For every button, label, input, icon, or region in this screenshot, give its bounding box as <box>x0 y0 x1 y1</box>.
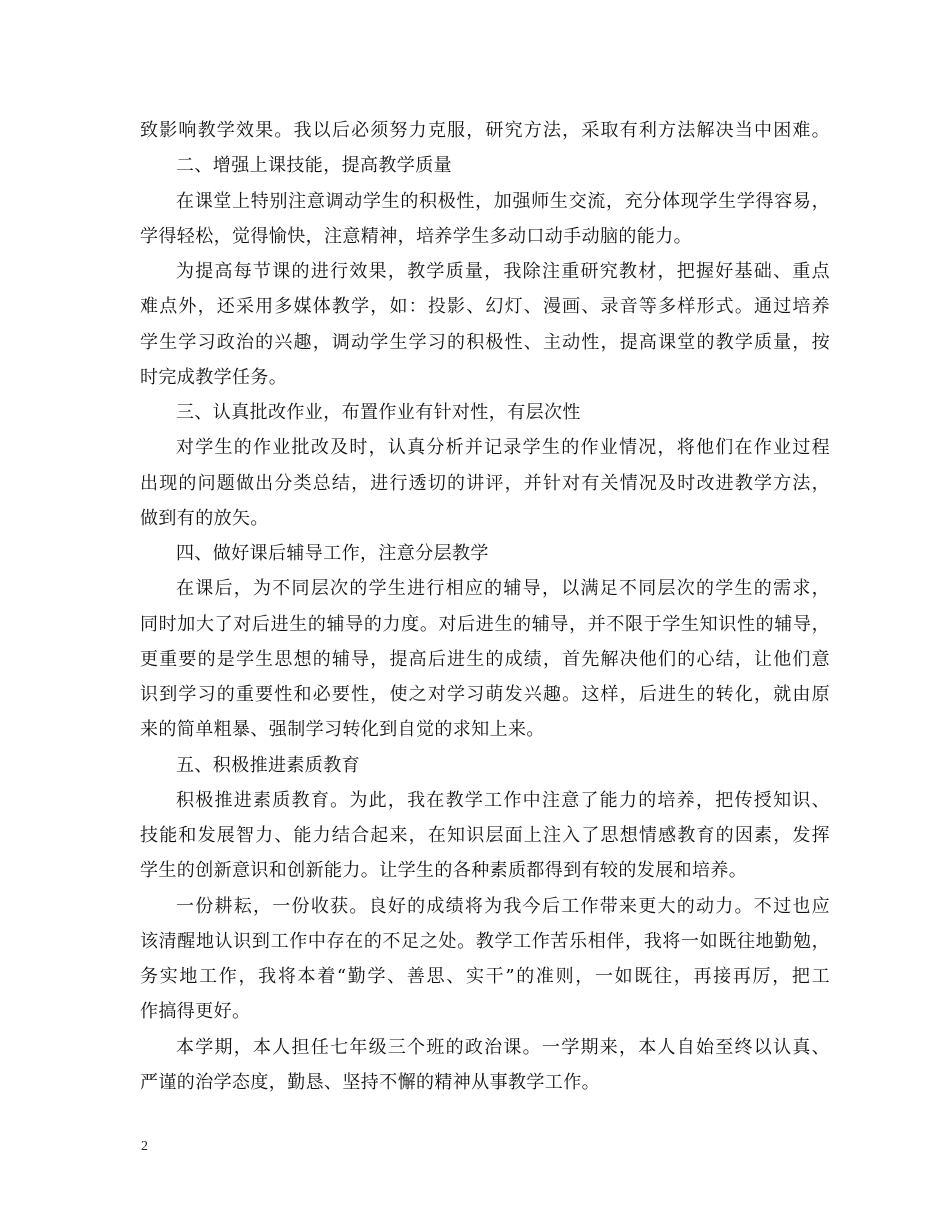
text-line: 一份耕耘，一份收获。良好的成绩将为我今后工作带来更大的动力。不过也应 <box>176 895 830 917</box>
text-line: 积极推进素质教育。为此，我在教学工作中注意了能力的培养，把传授知识、 <box>176 789 830 811</box>
page-number: 2 <box>141 1139 148 1154</box>
text-line: 对学生的作业批改及时，认真分析并记录学生的作业情况，将他们在作业过程 <box>176 437 830 459</box>
text-line: 致影响教学效果。我以后必须努力克服，研究方法，采取有利方法解决当中困难。 <box>140 120 830 141</box>
text-line: 技能和发展智力、能力结合起来，在知识层面上注入了思想情感教育的因素，发挥 <box>140 825 830 846</box>
text-line: 本学期，本人担任七年级三个班的政治课。一学期来，本人自始至终以认真、 <box>176 1036 830 1058</box>
section-heading: 三、认真批改作业，布置作业有针对性，有层次性 <box>176 402 581 423</box>
section-heading: 五、积极推进素质教育 <box>176 754 360 776</box>
text-line: 同时加大了对后进生的辅导的力度。对后进生的辅导，并不限于学生知识性的辅导， <box>140 613 830 635</box>
text-line: 务实地工作，我将本着“勤学、善思、实干”的准则，一如既往，再接再厉，把工 <box>140 966 830 987</box>
section-heading: 四、做好课后辅导工作，注意分层教学 <box>176 543 489 564</box>
text-line: 严谨的治学态度，勤恳、坚持不懈的精神从事教学工作。 <box>140 1071 600 1093</box>
text-line: 更重要的是学生思想的辅导，提高后进生的成绩，首先解决他们的心结，让他们意 <box>140 648 830 670</box>
text-line: 识到学习的重要性和必要性，使之对学习萌发兴趣。这样，后进生的转化，就由原 <box>140 684 830 705</box>
text-line: 该清醒地认识到工作中存在的不足之处。教学工作苦乐相伴，我将一如既往地勤勉， <box>140 930 830 952</box>
text-line: 做到有的放矢。 <box>140 507 269 529</box>
document-body <box>140 116 830 1103</box>
text-line: 时完成教学任务。 <box>140 366 288 388</box>
text-line: 学生的创新意识和创新能力。让学生的各种素质都得到有较的发展和培养。 <box>140 860 748 882</box>
section-heading: 二、增强上课技能，提高教学质量 <box>176 155 452 177</box>
text-line: 难点外，还采用多媒体教学，如：投影、幻灯、漫画、录音等多样形式。通过培养 <box>140 296 830 318</box>
text-line: 为提高每节课的进行效果，教学质量，我除注重研究教材，把握好基础、重点 <box>176 261 830 282</box>
text-line: 学生学习政治的兴趣，调动学生学习的积极性、主动性，提高课堂的教学质量，按 <box>140 331 830 353</box>
text-line: 学得轻松，觉得愉快，注意精神，培养学生多动口动手动脑的能力。 <box>140 225 692 247</box>
text-line: 作搞得更好。 <box>140 1001 251 1023</box>
text-line: 在课后，为不同层次的学生进行相应的辅导，以满足不同层次的学生的需求， <box>176 578 830 600</box>
text-line: 出现的问题做出分类总结，进行透切的讲评，并针对有关情况及时改进教学方法， <box>140 472 830 494</box>
text-line: 在课堂上特别注意调动学生的积极性，加强师生交流，充分体现学生学得容易， <box>176 190 830 212</box>
text-line: 来的简单粗暴、强制学习转化到自觉的求知上来。 <box>140 719 545 741</box>
